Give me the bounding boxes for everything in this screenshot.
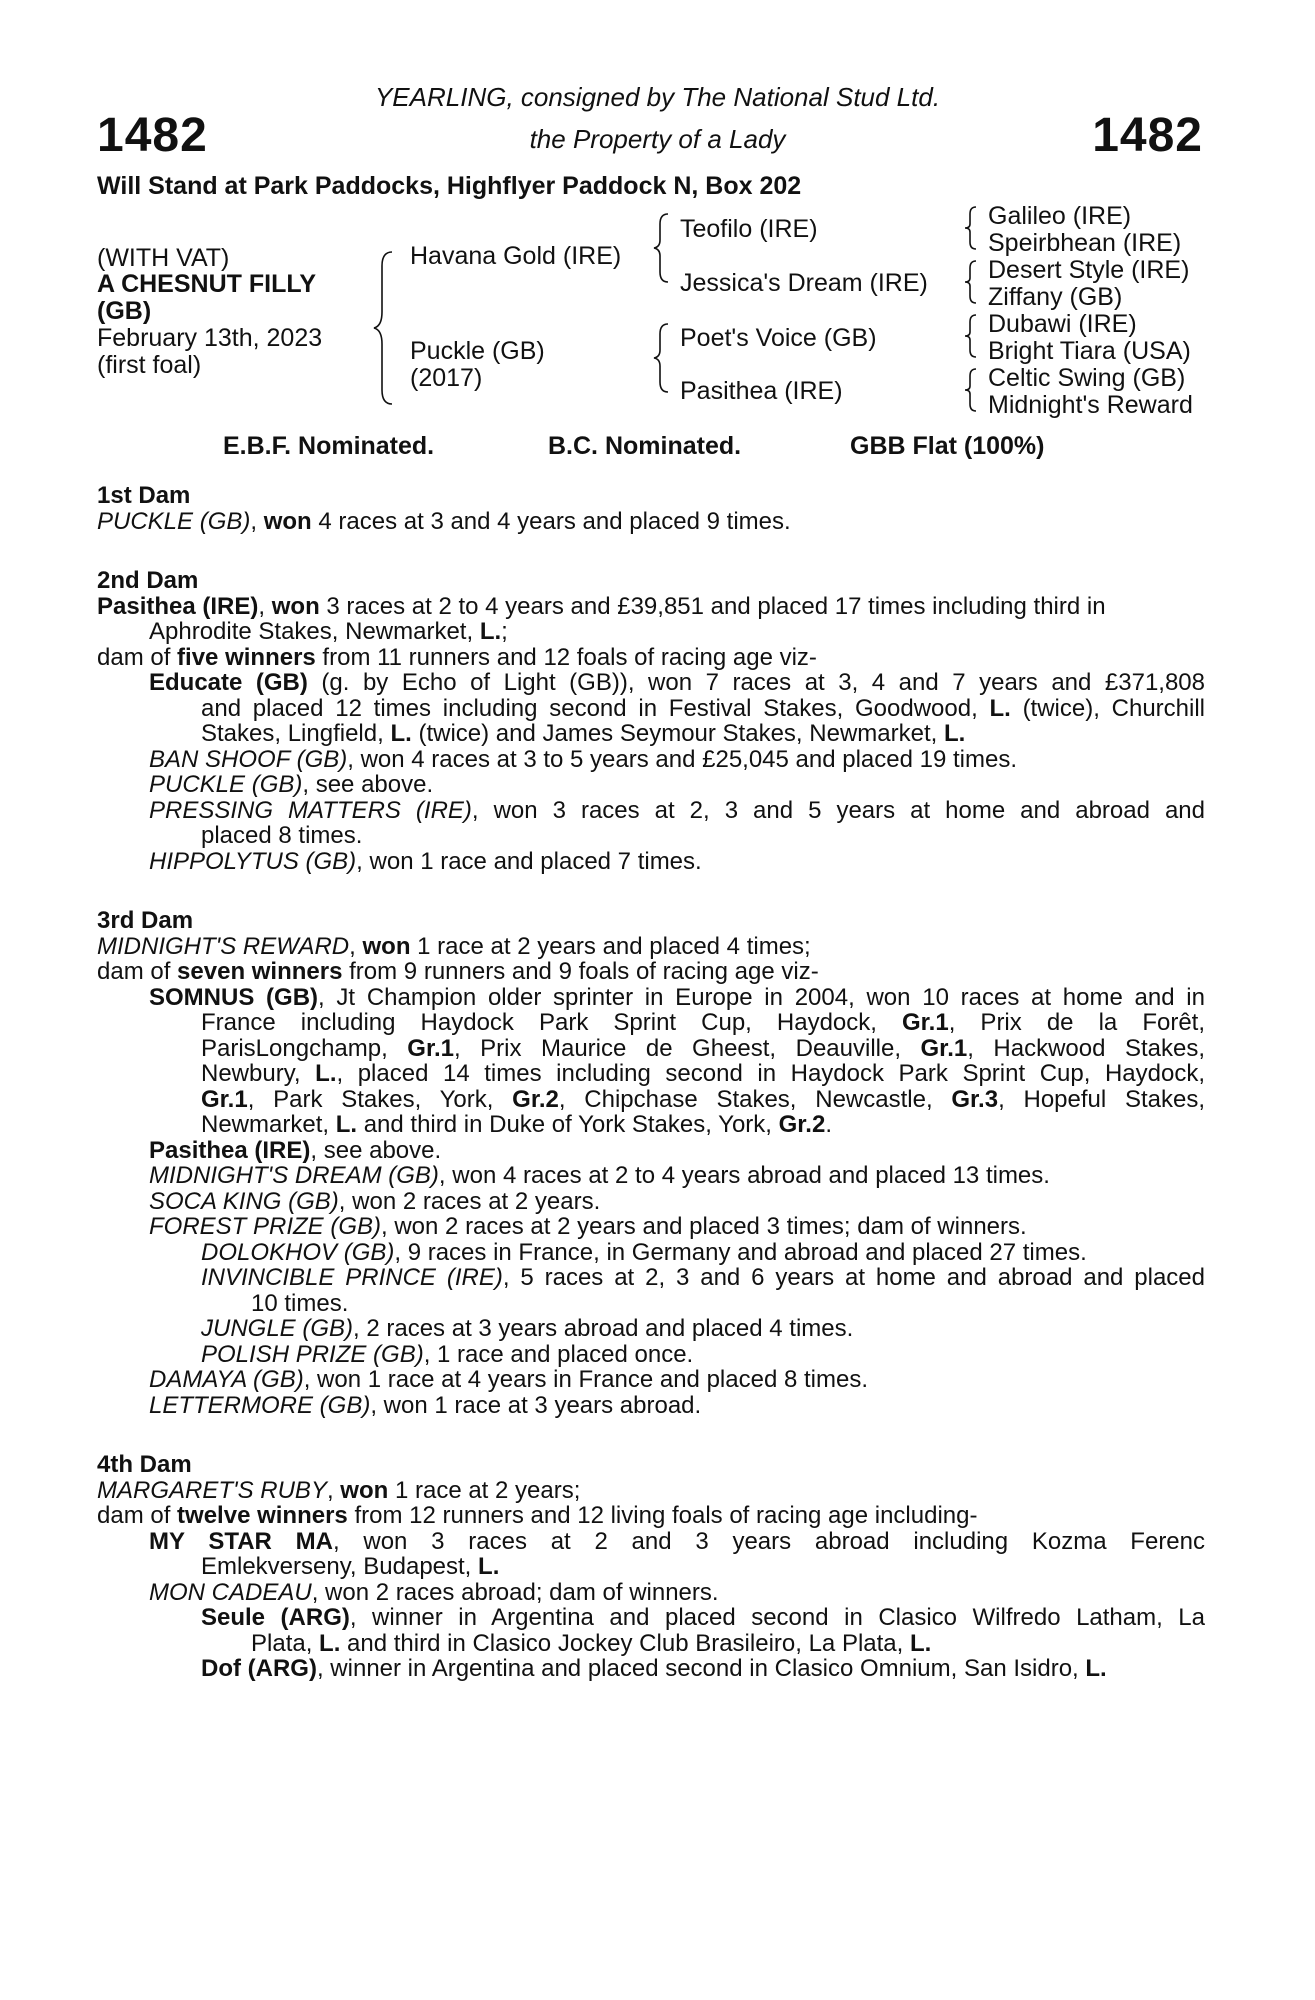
third-dam-heading: 3rd Dam (97, 907, 194, 934)
pasithea-ref: Pasithea (IRE), see above. (149, 1136, 442, 1164)
grandparent-4: Ziffany (GB) (988, 283, 1123, 311)
lettermore: LETTERMORE (GB), won 1 race at 3 years abroad. (149, 1391, 702, 1419)
first-dam-heading: 1st Dam (97, 482, 191, 509)
fourth-dam-produce: dam of twelve winners from 12 runners and 12 living foals of racing age including- (97, 1502, 978, 1529)
grandparent-7: Celtic Swing (GB) (988, 364, 1186, 392)
grandparent-1: Galileo (IRE) (988, 202, 1132, 230)
dam-year: (2017) (410, 364, 483, 392)
forest-prize: FOREST PRIZE (GB), won 2 races at 2 years and placed 3 times; dam of winners. (149, 1213, 1027, 1240)
lot-number-left: 1482 (97, 109, 208, 162)
horse-name-line2: (GB) (97, 297, 152, 325)
stand-location: Will Stand at Park Paddocks, Highflyer Paddock N, Box 202 (97, 172, 802, 200)
grandparent-3: Desert Style (IRE) (988, 256, 1190, 284)
third-dam-record: MIDNIGHT'S REWARD, won 1 race at 2 years and placed 4 times; (97, 932, 811, 960)
fourth-dam-record: MARGARET'S RUBY, won 1 race at 2 years; (97, 1476, 581, 1504)
somnus-line6: Newmarket, L. and third in Duke of York Stakes, York, Gr.2. (201, 1111, 832, 1138)
lot-number-right: 1482 (1092, 109, 1203, 162)
somnus-line4: Newbury, L., placed 14 times including second in Haydock Park Sprint Cup, Haydock, (201, 1060, 1206, 1087)
hippolytus: HIPPOLYTUS (GB), won 1 race and placed 7 times. (149, 847, 702, 875)
second-dam-heading: 2nd Dam (97, 567, 199, 594)
educate-line1: Educate (GB) (g. by Echo of Light (GB)), won 7 races at 3, 4 and 7 years and £371,808 (149, 669, 1206, 696)
somnus-line2: France including Haydock Park Sprint Cup, Haydock, Gr.1, Prix de la Forêt, (201, 1009, 1205, 1036)
dam: Puckle (GB) (410, 337, 545, 365)
ban-shoof: BAN SHOOF (GB), won 4 races at 3 to 5 years and £25,045 and placed 19 times. (149, 745, 1018, 773)
educate-line2: and placed 12 times including second in Festival Stakes, Goodwood, L. (twice), Churchill (201, 694, 1206, 722)
sire-dam: Jessica's Dream (IRE) (680, 269, 928, 297)
invincible-prince-line1: INVINCIBLE PRINCE (IRE), 5 races at 2, 3 and 6 years at home and abroad and placed (201, 1264, 1205, 1291)
seule-line2: Plata, L. and third in Clasico Jockey Club Brasileiro, La Plata, L. (251, 1629, 932, 1657)
horse-dob: February 13th, 2023 (97, 324, 323, 352)
second-dam-produce: dam of five winners from 11 runners and 12 foals of racing age viz- (97, 643, 817, 671)
brace-dam-parents (650, 320, 674, 396)
pressing-matters-line2: placed 8 times. (201, 822, 363, 849)
somnus-line1: SOMNUS (GB), Jt Champion older sprinter in Europe in 2004, won 10 races at home and in (149, 983, 1205, 1011)
horse-name-line1: A CHESNUT FILLY (97, 270, 316, 298)
grandparent-5: Dubawi (IRE) (988, 310, 1137, 338)
mon-cadeau: MON CADEAU, won 2 races abroad; dam of winners. (149, 1578, 719, 1606)
vat-label: (WITH VAT) (97, 244, 230, 272)
dolokhov: DOLOKHOV (GB), 9 races in France, in Germany and abroad and placed 27 times. (201, 1238, 1087, 1266)
my-star-ma-line2: Emlekverseny, Budapest, L. (201, 1553, 500, 1580)
grandparent-2: Speirbhean (IRE) (988, 229, 1182, 257)
my-star-ma-line1: MY STAR MA, won 3 races at 2 and 3 years abroad including Kozma Ferenc (149, 1527, 1206, 1555)
brace-sire-dam (370, 248, 400, 408)
dam-sire: Poet's Voice (GB) (680, 324, 877, 352)
invincible-prince-line2: 10 times. (251, 1289, 349, 1317)
sire: Havana Gold (IRE) (410, 242, 622, 270)
brace-g2 (962, 258, 982, 306)
brace-g3 (962, 312, 982, 360)
grandparent-8: Midnight's Reward (988, 391, 1193, 419)
second-dam-record-cont: Aphrodite Stakes, Newmarket, L.; (149, 618, 508, 645)
brace-g4 (962, 366, 982, 414)
somnus-line3: ParisLongchamp, Gr.1, Prix Maurice de Gheest, Deauville, Gr.1, Hackwood Stakes, (201, 1034, 1205, 1062)
puckle-ref: PUCKLE (GB), see above. (149, 771, 434, 798)
gbb-flat: GBB Flat (100%) (850, 432, 1045, 460)
first-dam-record: PUCKLE (GB), won 4 races at 3 and 4 years and placed 9 times. (97, 507, 791, 535)
third-dam-produce: dam of seven winners from 9 runners and 9 foals of racing age viz- (97, 958, 819, 985)
ebf-nomination: E.B.F. Nominated. (223, 432, 435, 460)
seule-line1: Seule (ARG), winner in Argentina and placed second in Clasico Wilfredo Latham, La (201, 1604, 1205, 1631)
horse-note: (first foal) (97, 351, 202, 379)
soca-king: SOCA KING (GB), won 2 races at 2 years. (149, 1187, 601, 1215)
grandparent-6: Bright Tiara (USA) (988, 337, 1191, 365)
bc-nomination: B.C. Nominated. (548, 432, 742, 460)
dof: Dof (ARG), winner in Argentina and placed second in Clasico Omnium, San Isidro, L. (201, 1655, 1107, 1682)
jungle: JUNGLE (GB), 2 races at 3 years abroad and placed 4 times. (201, 1315, 854, 1342)
fourth-dam-heading: 4th Dam (97, 1451, 192, 1478)
sire-sire: Teofilo (IRE) (680, 215, 818, 243)
dam-dam: Pasithea (IRE) (680, 377, 843, 405)
midnights-dream: MIDNIGHT'S DREAM (GB), won 4 races at 2 to 4 years abroad and placed 13 times. (149, 1162, 1050, 1189)
pedigree-body (97, 483, 1205, 1682)
educate-line3: Stakes, Lingfield, L. (twice) and James Seymour Stakes, Newmarket, L. (201, 720, 966, 747)
somnus-line5: Gr.1, Park Stakes, York, Gr.2, Chipchase Stakes, Newcastle, Gr.3, Hopeful Stakes, (201, 1085, 1205, 1113)
polish-prize: POLISH PRIZE (GB), 1 race and placed once. (201, 1340, 694, 1368)
damaya: DAMAYA (GB), won 1 race at 4 years in France and placed 8 times. (149, 1366, 868, 1393)
property-line: the Property of a Lady (529, 124, 786, 154)
brace-sire-parents (650, 210, 674, 286)
second-dam-record: Pasithea (IRE), won 3 races at 2 to 4 years and £39,851 and placed 17 times including third in (97, 592, 1106, 620)
brace-g1 (962, 204, 982, 252)
consignor-line: YEARLING, consigned by The National Stud Ltd. (374, 82, 941, 112)
pressing-matters-line1: PRESSING MATTERS (IRE), won 3 races at 2, 3 and 5 years at home and abroad and (149, 796, 1206, 824)
